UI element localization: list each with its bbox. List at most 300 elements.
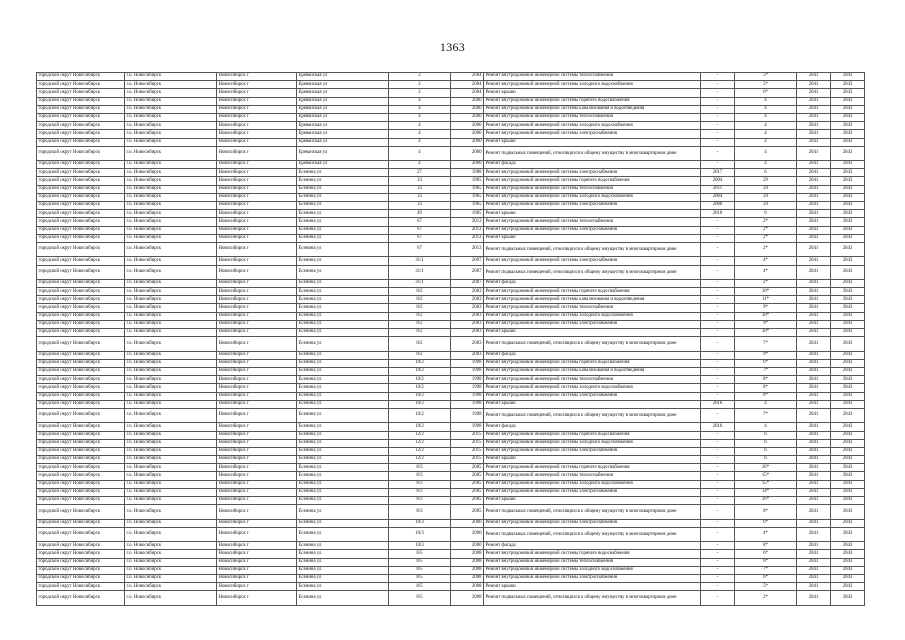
cell-plan-end: 2043 xyxy=(831,423,865,431)
cell-plan-end: 2043 xyxy=(831,408,865,422)
cell-street: Есенина ул xyxy=(297,439,389,447)
cell-plan-start: 2041 xyxy=(797,558,831,566)
cell-work-type: Ремонт внутридомовой инженерной системы горячего водоснабжения xyxy=(484,550,701,558)
cell-plan-end: 2043 xyxy=(831,337,865,351)
cell-work-type: Ремонт внутридомовой инженерной системы холодного водоснабжения xyxy=(484,312,701,320)
cell-house-number: 8/3 xyxy=(389,497,451,505)
cell-last-repair-year: - xyxy=(701,226,735,234)
table-row xyxy=(37,122,865,130)
cell-wear-value: 29 xyxy=(735,202,797,210)
cell-wear-value: 6 xyxy=(735,169,797,177)
cell-street: Есенина ул xyxy=(297,193,389,201)
cell-municipality: городской округ Новосибирск xyxy=(37,304,125,312)
cell-street: Ереванская ул xyxy=(297,130,389,138)
cell-wear-value: 9* xyxy=(735,320,797,328)
cell-street: Есенина ул xyxy=(297,329,389,337)
cell-last-repair-year: - xyxy=(701,320,735,328)
cell-street: Ереванская ул xyxy=(297,73,389,81)
cell-house-number: 8/2 xyxy=(389,329,451,337)
cell-settlement: г.о. Новосибирск xyxy=(125,304,217,312)
cell-wear-value: 4 xyxy=(735,105,797,113)
table-row xyxy=(37,574,865,582)
cell-street: Есенина ул xyxy=(297,359,389,367)
cell-plan-end: 2043 xyxy=(831,288,865,296)
cell-plan-end: 2043 xyxy=(831,296,865,304)
cell-city: Новосибирск г xyxy=(217,122,297,130)
cell-municipality: городской округ Новосибирск xyxy=(37,351,125,359)
cell-work-type: Ремонт внутридомовой инженерной системы электроснабжения xyxy=(484,130,701,138)
cell-last-repair-year: - xyxy=(701,439,735,447)
cell-wear-value: 4 xyxy=(735,138,797,146)
cell-plan-end: 2043 xyxy=(831,234,865,242)
table-row xyxy=(37,519,865,527)
cell-build-year: 2003 xyxy=(451,337,484,351)
cell-street: Есенина ул xyxy=(297,480,389,488)
cell-plan-start: 2041 xyxy=(797,218,831,226)
cell-settlement: г.о. Новосибирск xyxy=(125,591,217,605)
cell-build-year: 2015 xyxy=(451,439,484,447)
cell-last-repair-year: - xyxy=(701,368,735,376)
cell-street: Есенина ул xyxy=(297,351,389,359)
cell-municipality: городской округ Новосибирск xyxy=(37,288,125,296)
cell-street: Есенина ул xyxy=(297,574,389,582)
cell-build-year: 2000 xyxy=(451,122,484,130)
cell-house-number: 12/2 xyxy=(389,439,451,447)
cell-work-type: Ремонт подвальных помещений, относящихся к общему имуществу в многоквартирном доме xyxy=(484,408,701,422)
cell-plan-end: 2043 xyxy=(831,591,865,605)
table-row xyxy=(37,138,865,146)
cell-street: Есенина ул xyxy=(297,583,389,591)
cell-municipality: городской округ Новосибирск xyxy=(37,423,125,431)
cell-settlement: г.о. Новосибирск xyxy=(125,392,217,400)
cell-work-type: Ремонт внутридомовой инженерной системы холодного водоснабжения xyxy=(484,566,701,574)
table-row xyxy=(37,265,865,279)
cell-wear-value: 15* xyxy=(735,472,797,480)
cell-plan-end: 2043 xyxy=(831,558,865,566)
cell-house-number: 33 xyxy=(389,202,451,210)
cell-wear-value: 8* xyxy=(735,505,797,519)
cell-street: Есенина ул xyxy=(297,376,389,384)
cell-work-type: Ремонт внутридомовой инженерной системы холодного водоснабжения xyxy=(484,480,701,488)
table-row xyxy=(37,376,865,384)
cell-municipality: городской округ Новосибирск xyxy=(37,400,125,408)
cell-street: Есенина ул xyxy=(297,304,389,312)
cell-wear-value: 4 xyxy=(735,161,797,169)
cell-municipality: городской округ Новосибирск xyxy=(37,566,125,574)
cell-plan-end: 2043 xyxy=(831,368,865,376)
cell-settlement: г.о. Новосибирск xyxy=(125,384,217,392)
cell-last-repair-year: - xyxy=(701,519,735,527)
cell-wear-value: 6 xyxy=(735,439,797,447)
cell-work-type: Ремонт подвальных помещений, относящихся к общему имуществу в многоквартирном доме xyxy=(484,527,701,541)
cell-last-repair-year: - xyxy=(701,161,735,169)
cell-work-type: Ремонт внутридомовой инженерной системы холодного водоснабжения xyxy=(484,193,701,201)
cell-plan-start: 2041 xyxy=(797,193,831,201)
cell-plan-end: 2043 xyxy=(831,105,865,113)
cell-settlement: г.о. Новосибирск xyxy=(125,447,217,455)
cell-municipality: городской округ Новосибирск xyxy=(37,138,125,146)
cell-last-repair-year: - xyxy=(701,574,735,582)
cell-city: Новосибирск г xyxy=(217,73,297,81)
cell-last-repair-year: - xyxy=(701,113,735,121)
table-row xyxy=(37,558,865,566)
cell-settlement: г.о. Новосибирск xyxy=(125,138,217,146)
table-row xyxy=(37,368,865,376)
table-row xyxy=(37,505,865,519)
cell-municipality: городской округ Новосибирск xyxy=(37,368,125,376)
cell-build-year: 1965 xyxy=(451,202,484,210)
cell-build-year: 2000 xyxy=(451,146,484,160)
cell-municipality: городской округ Новосибирск xyxy=(37,113,125,121)
cell-wear-value: 6 xyxy=(735,210,797,218)
cell-house-number: 10/2 xyxy=(389,368,451,376)
cell-settlement: г.о. Новосибирск xyxy=(125,279,217,287)
cell-plan-start: 2041 xyxy=(797,177,831,185)
table-row xyxy=(37,234,865,242)
cell-plan-start: 2041 xyxy=(797,431,831,439)
table-row xyxy=(37,359,865,367)
cell-house-number: 8/3 xyxy=(389,480,451,488)
table-row xyxy=(37,105,865,113)
cell-wear-value: 4 xyxy=(735,146,797,160)
cell-street: Ереванская ул xyxy=(297,81,389,89)
cell-street: Ереванская ул xyxy=(297,146,389,160)
cell-settlement: г.о. Новосибирск xyxy=(125,312,217,320)
cell-build-year: 2000 xyxy=(451,161,484,169)
cell-municipality: городской округ Новосибирск xyxy=(37,408,125,422)
cell-work-type: Ремонт крыши xyxy=(484,583,701,591)
cell-plan-start: 2041 xyxy=(797,89,831,97)
cell-city: Новосибирск г xyxy=(217,480,297,488)
cell-municipality: городской округ Новосибирск xyxy=(37,279,125,287)
cell-settlement: г.о. Новосибирск xyxy=(125,89,217,97)
cell-work-type: Ремонт внутридомовой инженерной системы электроснабжения xyxy=(484,519,701,527)
cell-build-year: 1998 xyxy=(451,408,484,422)
cell-plan-end: 2043 xyxy=(831,185,865,193)
cell-wear-value: 6* xyxy=(735,89,797,97)
cell-last-repair-year: - xyxy=(701,138,735,146)
table-row xyxy=(37,583,865,591)
cell-city: Новосибирск г xyxy=(217,169,297,177)
cell-build-year: 2004 xyxy=(451,81,484,89)
cell-municipality: городской округ Новосибирск xyxy=(37,169,125,177)
cell-work-type: Ремонт внутридомовой инженерной системы канализования и водоотведения xyxy=(484,105,701,113)
cell-municipality: городской округ Новосибирск xyxy=(37,329,125,337)
cell-plan-start: 2041 xyxy=(797,542,831,550)
cell-house-number: 8/3 xyxy=(389,464,451,472)
cell-work-type: Ремонт крыши xyxy=(484,456,701,464)
cell-work-type: Ремонт внутридомовой инженерной системы горячего водоснабжения xyxy=(484,464,701,472)
cell-street: Есенина ул xyxy=(297,423,389,431)
cell-build-year: 2004 xyxy=(451,89,484,97)
cell-city: Новосибирск г xyxy=(217,591,297,605)
cell-work-type: Ремонт внутридомовой инженерной системы горячего водоснабжения xyxy=(484,97,701,105)
cell-last-repair-year: - xyxy=(701,527,735,541)
cell-plan-end: 2043 xyxy=(831,138,865,146)
cell-city: Новосибирск г xyxy=(217,185,297,193)
cell-municipality: городской округ Новосибирск xyxy=(37,177,125,185)
cell-house-number: 33 xyxy=(389,177,451,185)
cell-street: Есенина ул xyxy=(297,218,389,226)
cell-plan-end: 2043 xyxy=(831,583,865,591)
cell-city: Новосибирск г xyxy=(217,566,297,574)
cell-wear-value: 2* xyxy=(735,234,797,242)
cell-plan-end: 2043 xyxy=(831,574,865,582)
cell-street: Есенина ул xyxy=(297,566,389,574)
cell-last-repair-year: 2010 xyxy=(701,210,735,218)
cell-plan-end: 2043 xyxy=(831,122,865,130)
table-row xyxy=(37,431,865,439)
cell-settlement: г.о. Новосибирск xyxy=(125,257,217,265)
cell-build-year: 2008 xyxy=(451,566,484,574)
cell-build-year: 1965 xyxy=(451,193,484,201)
capital-repair-table xyxy=(36,72,865,606)
cell-last-repair-year: - xyxy=(701,122,735,130)
cell-wear-value: 4 xyxy=(735,122,797,130)
cell-settlement: г.о. Новосибирск xyxy=(125,497,217,505)
cell-plan-end: 2043 xyxy=(831,169,865,177)
cell-house-number: 8/5 xyxy=(389,550,451,558)
table-row xyxy=(37,185,865,193)
cell-house-number: 31/1 xyxy=(389,257,451,265)
cell-settlement: г.о. Новосибирск xyxy=(125,177,217,185)
table-row xyxy=(37,480,865,488)
cell-settlement: г.о. Новосибирск xyxy=(125,550,217,558)
table-row xyxy=(37,257,865,265)
cell-street: Есенина ул xyxy=(297,488,389,496)
cell-wear-value: 9* xyxy=(735,304,797,312)
cell-last-repair-year: - xyxy=(701,558,735,566)
cell-settlement: г.о. Новосибирск xyxy=(125,97,217,105)
cell-municipality: городской округ Новосибирск xyxy=(37,550,125,558)
cell-plan-start: 2041 xyxy=(797,337,831,351)
cell-build-year: 2000 xyxy=(451,113,484,121)
table-row xyxy=(37,320,865,328)
cell-build-year: 2008 xyxy=(451,550,484,558)
cell-house-number: 8/3 xyxy=(389,472,451,480)
cell-plan-start: 2041 xyxy=(797,527,831,541)
cell-plan-end: 2043 xyxy=(831,73,865,81)
cell-build-year: 2013 xyxy=(451,218,484,226)
cell-plan-start: 2041 xyxy=(797,456,831,464)
cell-municipality: городской округ Новосибирск xyxy=(37,161,125,169)
cell-city: Новосибирск г xyxy=(217,257,297,265)
cell-plan-start: 2041 xyxy=(797,566,831,574)
cell-build-year: 2005 xyxy=(451,497,484,505)
cell-build-year: 1988 xyxy=(451,169,484,177)
cell-municipality: городской округ Новосибирск xyxy=(37,210,125,218)
cell-plan-end: 2043 xyxy=(831,202,865,210)
cell-settlement: г.о. Новосибирск xyxy=(125,368,217,376)
cell-last-repair-year: - xyxy=(701,408,735,422)
cell-settlement: г.о. Новосибирск xyxy=(125,113,217,121)
cell-wear-value: 6* xyxy=(735,359,797,367)
cell-plan-start: 2041 xyxy=(797,234,831,242)
cell-plan-end: 2043 xyxy=(831,97,865,105)
cell-city: Новосибирск г xyxy=(217,97,297,105)
cell-last-repair-year: - xyxy=(701,351,735,359)
table-row xyxy=(37,464,865,472)
cell-build-year: 1998 xyxy=(451,359,484,367)
cell-work-type: Ремонт внутридомовой инженерной системы канализования и водоотведения xyxy=(484,368,701,376)
cell-house-number: 12/2 xyxy=(389,447,451,455)
cell-street: Есенина ул xyxy=(297,472,389,480)
cell-last-repair-year: - xyxy=(701,81,735,89)
cell-municipality: городской округ Новосибирск xyxy=(37,226,125,234)
cell-plan-start: 2041 xyxy=(797,138,831,146)
cell-wear-value: 14* xyxy=(735,488,797,496)
cell-city: Новосибирск г xyxy=(217,146,297,160)
cell-municipality: городской округ Новосибирск xyxy=(37,320,125,328)
cell-plan-end: 2043 xyxy=(831,400,865,408)
cell-settlement: г.о. Новосибирск xyxy=(125,351,217,359)
cell-work-type: Ремонт фасада xyxy=(484,351,701,359)
cell-house-number: 67 xyxy=(389,226,451,234)
cell-work-type: Ремонт крыши xyxy=(484,210,701,218)
cell-build-year: 2003 xyxy=(451,351,484,359)
cell-build-year: 2003 xyxy=(451,304,484,312)
cell-build-year: 2007 xyxy=(451,257,484,265)
cell-settlement: г.о. Новосибирск xyxy=(125,210,217,218)
cell-municipality: городской округ Новосибирск xyxy=(37,202,125,210)
cell-plan-start: 2041 xyxy=(797,226,831,234)
table-row xyxy=(37,392,865,400)
cell-settlement: г.о. Новосибирск xyxy=(125,122,217,130)
cell-city: Новосибирск г xyxy=(217,472,297,480)
cell-plan-start: 2041 xyxy=(797,185,831,193)
cell-plan-end: 2043 xyxy=(831,329,865,337)
cell-build-year: 1998 xyxy=(451,368,484,376)
cell-wear-value: 4* xyxy=(735,527,797,541)
cell-municipality: городской округ Новосибирск xyxy=(37,431,125,439)
cell-wear-value: 6 xyxy=(735,431,797,439)
cell-build-year: 2005 xyxy=(451,488,484,496)
cell-city: Новосибирск г xyxy=(217,505,297,519)
table-row xyxy=(37,439,865,447)
cell-settlement: г.о. Новосибирск xyxy=(125,234,217,242)
cell-municipality: городской округ Новосибирск xyxy=(37,337,125,351)
cell-wear-value: 6 xyxy=(735,447,797,455)
cell-plan-end: 2043 xyxy=(831,351,865,359)
cell-plan-start: 2041 xyxy=(797,583,831,591)
cell-build-year: 2003 xyxy=(451,329,484,337)
cell-municipality: городской округ Новосибирск xyxy=(37,130,125,138)
cell-settlement: г.о. Новосибирск xyxy=(125,439,217,447)
cell-plan-end: 2043 xyxy=(831,527,865,541)
cell-plan-end: 2043 xyxy=(831,146,865,160)
cell-city: Новосибирск г xyxy=(217,368,297,376)
cell-house-number: 8/5 xyxy=(389,566,451,574)
cell-settlement: г.о. Новосибирск xyxy=(125,400,217,408)
table-row xyxy=(37,447,865,455)
cell-municipality: городской округ Новосибирск xyxy=(37,542,125,550)
cell-plan-start: 2041 xyxy=(797,312,831,320)
cell-plan-start: 2041 xyxy=(797,505,831,519)
cell-plan-start: 2041 xyxy=(797,81,831,89)
cell-house-number: 67 xyxy=(389,242,451,256)
cell-plan-start: 2041 xyxy=(797,265,831,279)
cell-street: Есенина ул xyxy=(297,464,389,472)
cell-build-year: 2013 xyxy=(451,234,484,242)
table-row xyxy=(37,296,865,304)
cell-house-number: 4 xyxy=(389,130,451,138)
cell-work-type: Ремонт внутридомовой инженерной системы электроснабжения xyxy=(484,202,701,210)
cell-street: Есенина ул xyxy=(297,202,389,210)
cell-municipality: городской округ Новосибирск xyxy=(37,384,125,392)
cell-wear-value: 10* xyxy=(735,288,797,296)
cell-last-repair-year: - xyxy=(701,447,735,455)
cell-house-number: 8/5 xyxy=(389,574,451,582)
cell-city: Новосибирск г xyxy=(217,384,297,392)
cell-last-repair-year: - xyxy=(701,242,735,256)
cell-work-type: Ремонт внутридомовой инженерной системы электроснабжения xyxy=(484,226,701,234)
cell-plan-end: 2043 xyxy=(831,218,865,226)
cell-wear-value: 2* xyxy=(735,242,797,256)
cell-plan-end: 2043 xyxy=(831,257,865,265)
cell-wear-value: 2* xyxy=(735,591,797,605)
cell-last-repair-year: - xyxy=(701,384,735,392)
cell-build-year: 2003 xyxy=(451,312,484,320)
cell-plan-start: 2041 xyxy=(797,288,831,296)
cell-settlement: г.о. Новосибирск xyxy=(125,505,217,519)
cell-city: Новосибирск г xyxy=(217,439,297,447)
cell-city: Новосибирск г xyxy=(217,177,297,185)
cell-city: Новосибирск г xyxy=(217,519,297,527)
cell-plan-end: 2043 xyxy=(831,312,865,320)
cell-wear-value: 6* xyxy=(735,550,797,558)
cell-city: Новосибирск г xyxy=(217,202,297,210)
cell-build-year: 1998 xyxy=(451,423,484,431)
cell-work-type: Ремонт подвальных помещений, относящихся к общему имуществу в многоквартирном доме xyxy=(484,146,701,160)
cell-street: Есенина ул xyxy=(297,288,389,296)
table-row xyxy=(37,304,865,312)
cell-last-repair-year: 2008 xyxy=(701,202,735,210)
cell-street: Есенина ул xyxy=(297,542,389,550)
cell-municipality: городской округ Новосибирск xyxy=(37,234,125,242)
table-row xyxy=(37,226,865,234)
cell-build-year: 2007 xyxy=(451,279,484,287)
cell-last-repair-year: - xyxy=(701,376,735,384)
cell-house-number: 10/3 xyxy=(389,527,451,541)
cell-settlement: г.о. Новосибирск xyxy=(125,320,217,328)
cell-plan-end: 2043 xyxy=(831,519,865,527)
cell-house-number: 49 xyxy=(389,210,451,218)
cell-house-number: 4 xyxy=(389,138,451,146)
cell-work-type: Ремонт внутридомовой инженерной системы теплоснабжения xyxy=(484,304,701,312)
table-row xyxy=(37,550,865,558)
cell-city: Новосибирск г xyxy=(217,408,297,422)
cell-last-repair-year: - xyxy=(701,89,735,97)
cell-build-year: 2005 xyxy=(451,464,484,472)
cell-wear-value: 8* xyxy=(735,384,797,392)
cell-plan-start: 2041 xyxy=(797,169,831,177)
cell-build-year: 1998 xyxy=(451,384,484,392)
cell-house-number: 8/2 xyxy=(389,296,451,304)
cell-wear-value: 29 xyxy=(735,185,797,193)
cell-last-repair-year: - xyxy=(701,218,735,226)
cell-wear-value: 11* xyxy=(735,296,797,304)
cell-work-type: Ремонт внутридомовой инженерной системы электроснабжения xyxy=(484,392,701,400)
cell-wear-value: 29 xyxy=(735,193,797,201)
cell-plan-end: 2043 xyxy=(831,193,865,201)
table-body xyxy=(37,73,865,606)
cell-wear-value: 10* xyxy=(735,312,797,320)
cell-plan-start: 2041 xyxy=(797,304,831,312)
cell-street: Есенина ул xyxy=(297,408,389,422)
cell-city: Новосибирск г xyxy=(217,265,297,279)
cell-work-type: Ремонт внутридомовой инженерной системы электроснабжения xyxy=(484,320,701,328)
cell-build-year: 2004 xyxy=(451,73,484,81)
